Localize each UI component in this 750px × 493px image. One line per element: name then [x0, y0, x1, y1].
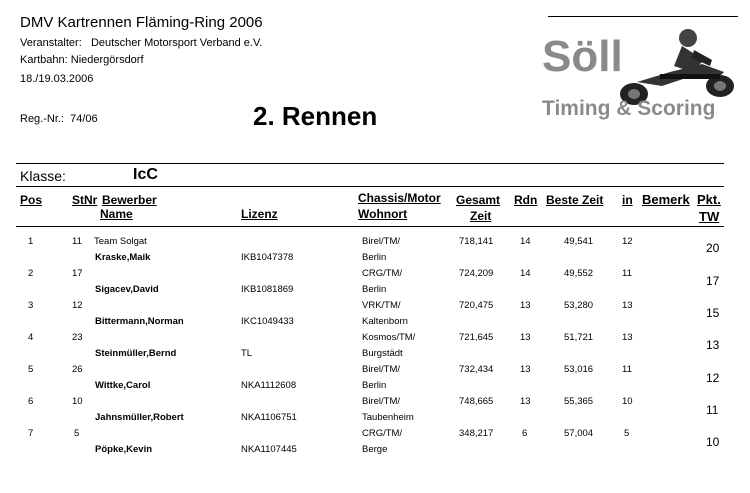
- row-best: 55,365: [564, 396, 594, 407]
- row-gesamt: 721,645: [459, 332, 494, 343]
- row-name: Bittermann,Norman: [95, 316, 184, 327]
- row-best: 53,280: [564, 300, 594, 311]
- row-pkt: 12: [706, 371, 720, 385]
- track-label: Kartbahn:: [20, 54, 68, 66]
- row-name: Steinmüller,Bernd: [95, 348, 177, 359]
- row-in: 12: [622, 236, 633, 247]
- col-tw: TW: [699, 209, 720, 224]
- row-lizenz: IKC1049433: [241, 316, 294, 327]
- track-line: [20, 54, 144, 66]
- row-chassis: Birel/TM/: [362, 236, 400, 247]
- row-rdn: 13: [520, 332, 531, 343]
- row-pos: 2: [28, 268, 34, 279]
- row-in: 11: [622, 268, 632, 279]
- row-pkt: 13: [706, 338, 720, 352]
- row-lizenz: IKB1047378: [241, 252, 294, 263]
- row-in: 11: [622, 364, 632, 375]
- row-stnr: 23: [72, 332, 83, 343]
- track-value: Niedergörsdorf: [70, 54, 144, 66]
- row-wohnort: Taubenheim: [362, 412, 414, 423]
- row-pkt: 10: [706, 435, 720, 449]
- col-name: Name: [100, 207, 133, 221]
- class-bottom-rule: [16, 186, 724, 187]
- col-chassis: Chassis/Motor: [358, 191, 441, 205]
- row-pos: 3: [28, 300, 34, 311]
- event-date: 18./19.03.2006: [20, 73, 94, 85]
- row-pos: 5: [28, 364, 34, 375]
- col-bemerk: Bemerk: [642, 192, 690, 207]
- row-stnr: 17: [72, 268, 83, 279]
- col-pos: Pos: [20, 193, 43, 207]
- col-pkt: Pkt.: [697, 192, 721, 207]
- col-rdn: Rdn: [514, 193, 538, 207]
- row-best: 49,541: [564, 236, 594, 247]
- row-stnr: 26: [72, 364, 83, 375]
- document-title: DMV Kartrennen Fläming-Ring 2006: [20, 14, 263, 31]
- row-name: Jahnsmüller,Robert: [95, 412, 184, 423]
- reg-number: 74/06: [70, 113, 98, 125]
- logo-name: Söll: [542, 32, 623, 81]
- row-gesamt: 732,434: [459, 364, 494, 375]
- row-name: Pöpke,Kevin: [95, 444, 153, 455]
- reg-label: Reg.-Nr.:: [20, 113, 65, 125]
- row-pkt: 17: [706, 274, 720, 288]
- row-name: Sigacev,David: [95, 284, 159, 295]
- race-title: 2. Rennen: [253, 101, 378, 131]
- row-rdn: 14: [520, 268, 531, 279]
- row-chassis: VRK/TM/: [362, 300, 401, 311]
- row-gesamt: 720,475: [459, 300, 494, 311]
- row-best: 49,552: [564, 268, 594, 279]
- row-stnr: 11: [72, 236, 82, 247]
- col-wohnort: Wohnort: [358, 207, 408, 221]
- row-pos: 7: [28, 428, 34, 439]
- row-rdn: 13: [520, 300, 531, 311]
- col-gesamt: Gesamt: [456, 193, 501, 207]
- row-pkt: 20: [706, 241, 720, 255]
- row-rdn: 6: [522, 428, 528, 439]
- row-chassis: CRG/TM/: [362, 268, 403, 279]
- row-pos: 1: [28, 236, 34, 247]
- organizer-value: Deutscher Motorsport Verband e.V.: [90, 37, 263, 49]
- col-lizenz: Lizenz: [241, 207, 278, 221]
- row-wohnort: Burgstädt: [362, 348, 403, 359]
- row-in: 13: [622, 300, 633, 311]
- row-wohnort: Berlin: [362, 252, 387, 263]
- row-lizenz: NKA1107445: [241, 444, 297, 455]
- row-pos: 6: [28, 396, 34, 407]
- row-chassis: Birel/TM/: [362, 396, 400, 407]
- row-name: Wittke,Carol: [95, 380, 151, 391]
- soell-logo: [542, 16, 742, 122]
- class-label: Klasse:: [20, 168, 66, 184]
- row-stnr: 10: [72, 396, 83, 407]
- row-wohnort: Berlin: [362, 380, 387, 391]
- kart-icon: [620, 29, 734, 105]
- row-name: Kraske,Maik: [95, 252, 151, 263]
- row-gesamt: 348,217: [459, 428, 494, 439]
- logo-tagline: Timing & Scoring: [542, 97, 716, 120]
- row-chassis: Birel/TM/: [362, 364, 400, 375]
- row-in: 13: [622, 332, 633, 343]
- row-wohnort: Berlin: [362, 284, 387, 295]
- row-pos: 4: [28, 332, 34, 343]
- row-gesamt: 748,665: [459, 396, 494, 407]
- row-lizenz: NKA1112608: [241, 380, 297, 391]
- row-chassis: CRG/TM/: [362, 428, 403, 439]
- row-lizenz: TL: [241, 348, 253, 359]
- row-rdn: 13: [520, 364, 531, 375]
- row-wohnort: Kaltenborn: [362, 316, 408, 327]
- row-lizenz: NKA1106751: [241, 412, 297, 423]
- class-value: IcC: [133, 166, 158, 183]
- row-wohnort: Berge: [362, 444, 388, 455]
- col-stnr: StNr: [72, 193, 98, 207]
- row-pkt: 15: [706, 306, 720, 320]
- organizer-label: Veranstalter:: [20, 37, 82, 49]
- row-rdn: 14: [520, 236, 531, 247]
- row-chassis: Kosmos/TM/: [362, 332, 416, 343]
- row-lizenz: IKB1081869: [241, 284, 294, 295]
- registration-line: [20, 113, 98, 125]
- row-in: 10: [622, 396, 633, 407]
- row-best: 51,721: [564, 332, 594, 343]
- header-bottom-rule: [16, 226, 724, 227]
- row-best: 53,016: [564, 364, 594, 375]
- row-stnr: 5: [74, 428, 80, 439]
- row-bewerber: Team Solgat: [94, 236, 147, 247]
- col-beste-zeit: Beste Zeit: [546, 193, 604, 207]
- row-stnr: 12: [72, 300, 83, 311]
- col-zeit: Zeit: [470, 209, 492, 223]
- col-in: in: [622, 193, 633, 207]
- row-best: 57,004: [564, 428, 594, 439]
- row-in: 5: [624, 428, 630, 439]
- row-pkt: 11: [706, 403, 719, 417]
- row-gesamt: 724,209: [459, 268, 494, 279]
- col-bewerber: Bewerber: [102, 193, 157, 207]
- organizer-line: [20, 37, 262, 49]
- class-top-rule: [16, 163, 724, 164]
- row-rdn: 13: [520, 396, 531, 407]
- row-gesamt: 718,141: [459, 236, 494, 247]
